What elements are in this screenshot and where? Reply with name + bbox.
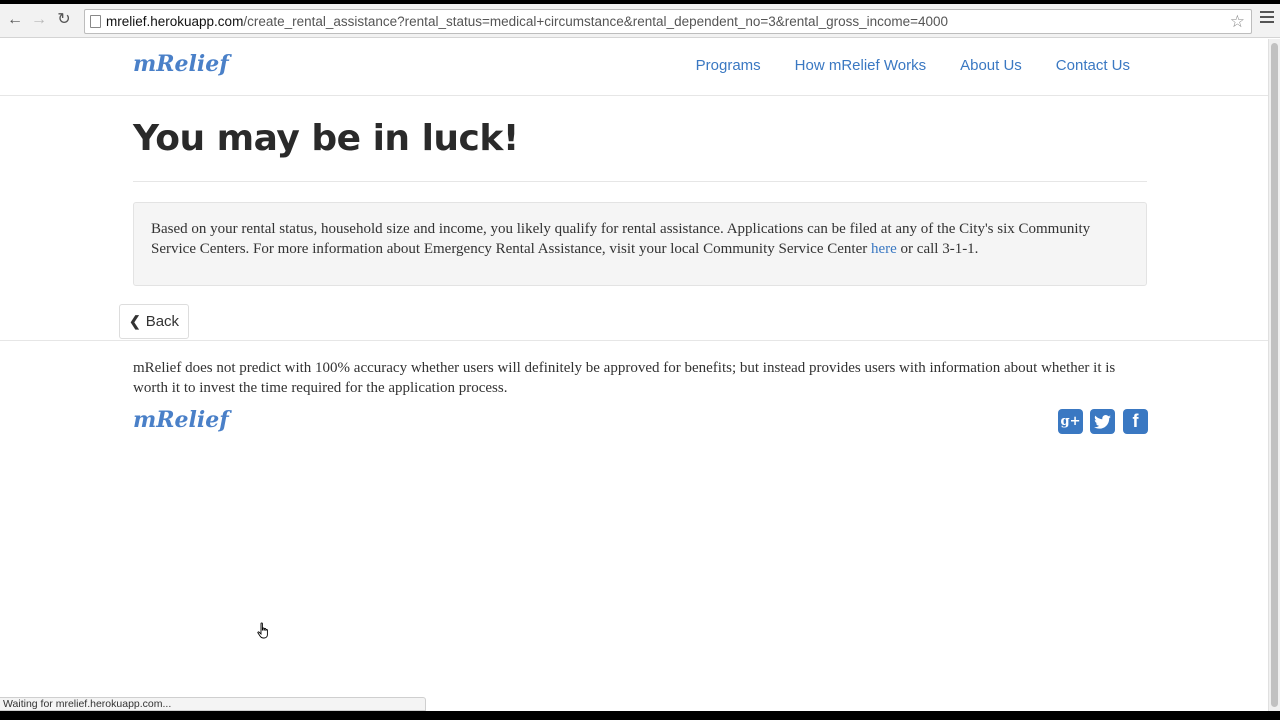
scrollbar-thumb[interactable] bbox=[1271, 43, 1278, 707]
brand-logo[interactable]: mRelief bbox=[133, 51, 229, 77]
browser-status-bar: Waiting for mrelief.herokuapp.com... bbox=[0, 697, 426, 711]
main-nav bbox=[696, 57, 1130, 74]
back-arrow-icon[interactable]: ← bbox=[7, 11, 23, 28]
page-icon bbox=[90, 15, 101, 28]
url-host: mrelief.herokuapp.com bbox=[106, 14, 244, 29]
window-top-edge bbox=[0, 0, 1280, 4]
back-button-label: Back bbox=[145, 313, 180, 330]
site-header bbox=[0, 39, 1268, 96]
result-message bbox=[133, 202, 1147, 286]
window-bottom-edge bbox=[0, 711, 1280, 720]
disclaimer-text: mRelief does not predict with 100% accuracy whether users will definitely be approved for benefits; but instead provides users with information about whether it is worth it to invest the time required for the application process. bbox=[133, 360, 1116, 396]
url-path: /create_rental_assistance?rental_status=medical+circumstance&rental_dependent_no=3&rental_gross_income=4000 bbox=[243, 14, 949, 29]
hand-cursor-icon bbox=[257, 622, 270, 639]
message-text-end: or call 3-1-1. bbox=[896, 241, 979, 257]
chevron-left-icon: ❮ bbox=[128, 313, 141, 329]
bookmark-star-icon[interactable]: ☆ bbox=[1229, 12, 1245, 31]
back-button[interactable] bbox=[119, 304, 189, 339]
page-title: You may be in luck! bbox=[133, 118, 519, 159]
twitter-icon[interactable] bbox=[1090, 409, 1115, 434]
community-center-link[interactable]: here bbox=[870, 241, 897, 257]
page-scrollbar[interactable] bbox=[1268, 39, 1280, 720]
forward-arrow-icon[interactable]: → bbox=[31, 11, 47, 28]
url-text[interactable] bbox=[106, 14, 948, 29]
facebook-icon[interactable]: f bbox=[1123, 409, 1148, 434]
footer-brand-logo[interactable]: mRelief bbox=[133, 407, 229, 433]
divider bbox=[133, 181, 1147, 182]
browser-toolbar bbox=[0, 0, 1280, 38]
footer-divider bbox=[0, 340, 1268, 341]
nav-contact-us[interactable]: Contact Us bbox=[1055, 57, 1130, 74]
google-plus-icon[interactable]: g+ bbox=[1058, 409, 1083, 434]
browser-menu-icon[interactable] bbox=[1260, 11, 1274, 25]
message-text: Based on your rental status, household size and income, you likely qualify for rental assistance. Applications can be filed at any of the City's six Community Service Centers. For more information about Emergency Rental Assistance, visit your local Community Service Center bbox=[151, 221, 1091, 257]
reload-icon[interactable]: ↻ bbox=[57, 11, 71, 28]
nav-programs[interactable]: Programs bbox=[695, 57, 761, 74]
address-bar[interactable] bbox=[84, 9, 1252, 34]
nav-how-it-works[interactable]: How mRelief Works bbox=[794, 57, 927, 74]
nav-about-us[interactable]: About Us bbox=[960, 57, 1022, 74]
